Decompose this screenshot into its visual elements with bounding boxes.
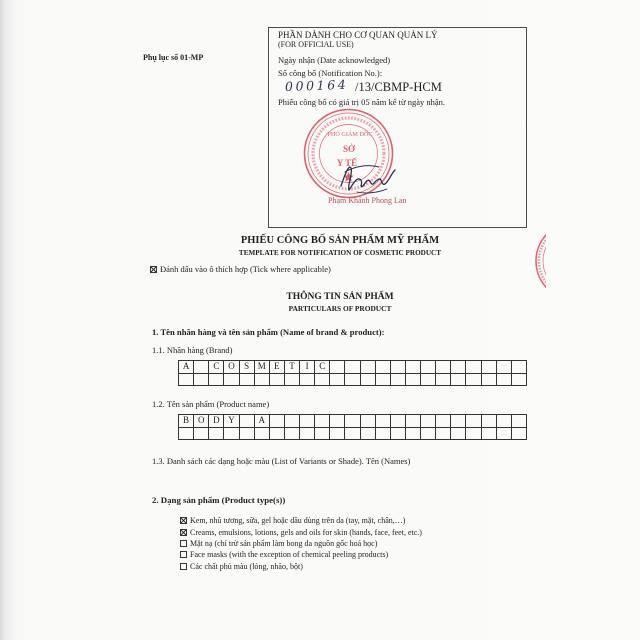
product-letter-cell xyxy=(482,428,497,441)
product-letter-cell xyxy=(421,415,436,428)
brand-letter-cell: C xyxy=(209,361,224,374)
product-letter-cell xyxy=(361,415,376,428)
product-letter-cell xyxy=(406,415,421,428)
official-use-box xyxy=(268,27,527,228)
product-letter-cell xyxy=(330,415,345,428)
stamp-center-text: Y TẾ xyxy=(336,158,358,168)
brand-letter-cell: C xyxy=(315,361,330,374)
product-letter-cell xyxy=(255,428,270,441)
brand-letter-cell xyxy=(497,374,512,387)
product-letter-cell: Y xyxy=(224,415,239,428)
brand-letter-cell xyxy=(512,374,527,387)
empty-box-icon xyxy=(180,563,187,570)
signature xyxy=(335,156,399,198)
product-name-grid xyxy=(178,414,527,440)
product-letter-cell: D xyxy=(209,415,224,428)
product-letter-cell xyxy=(436,428,451,441)
brand-letter-cell: A xyxy=(179,361,194,374)
official-box-subtitle: (FOR OFFICIAL USE) xyxy=(278,40,354,49)
product-letter-cell xyxy=(300,428,315,441)
validity-note: Phiếu công bố có giá trị 05 năm kể từ ngày nhận. xyxy=(278,97,446,107)
brand-letter-cell xyxy=(376,374,391,387)
section-info-title: THÔNG TIN SẢN PHẨM xyxy=(286,292,394,302)
brand-label: 1.1. Nhãn hàng (Brand) xyxy=(152,345,233,355)
product-type-option xyxy=(180,515,422,526)
product-letter-cell xyxy=(466,428,481,441)
brand-letter-cell xyxy=(391,374,406,387)
product-type-option xyxy=(180,538,422,549)
brand-letter-cell xyxy=(451,374,466,387)
tick-instruction-text: Đánh dấu vào ô thích hợp (Tick where applicable) xyxy=(160,264,331,274)
variants-label: 1.3. Danh sách các dạng hoặc màu (List of Variants or Shade). Tên (Names) xyxy=(152,456,411,466)
product-letter-cell: A xyxy=(255,415,270,428)
official-box-title: PHẦN DÀNH CHO CƠ QUAN QUẢN LÝ xyxy=(278,30,438,40)
date-acknowledged-label: Ngày nhận (Date acknowledged) xyxy=(278,55,391,65)
product-letter-cell xyxy=(270,415,285,428)
product-letter-cell: B xyxy=(179,415,194,428)
brand-letter-cell xyxy=(436,361,451,374)
product-letter-cell xyxy=(224,428,239,441)
product-type-list xyxy=(180,515,422,572)
brand-letter-cell xyxy=(421,361,436,374)
brand-letter-cell xyxy=(315,374,330,387)
section1-title: 1. Tên nhãn hàng và tên sản phẩm (Name of brand & product): xyxy=(152,327,385,337)
product-type-text: Các chất phủ màu (lỏng, nhão, bột) xyxy=(190,561,303,571)
product-letter-cell xyxy=(391,415,406,428)
product-letter-cell xyxy=(285,428,300,441)
product-letter-cell xyxy=(512,428,527,441)
handwritten-notification-number: 000164 xyxy=(284,76,349,94)
brand-letter-cell xyxy=(482,374,497,387)
product-letter-cell xyxy=(345,428,360,441)
brand-letter-cell xyxy=(391,361,406,374)
brand-letter-cell xyxy=(361,361,376,374)
brand-letter-cell xyxy=(361,374,376,387)
product-letter-cell xyxy=(482,415,497,428)
notification-number-suffix: /13/CBMP-HCM xyxy=(355,80,442,94)
product-letter-cell xyxy=(194,428,209,441)
product-letter-cell xyxy=(315,428,330,441)
empty-box-icon xyxy=(180,551,187,558)
form-title: PHIẾU CÔNG BỐ SẢN PHẨM MỸ PHẨM xyxy=(240,235,440,246)
appendix-label: Phụ lục số 01-MP xyxy=(143,53,204,62)
brand-letter-cell xyxy=(376,361,391,374)
product-type-option xyxy=(180,549,422,560)
product-letter-cell xyxy=(270,428,285,441)
form-title-en: TEMPLATE FOR NOTIFICATION OF COSMETIC PRODUCT xyxy=(238,249,442,257)
product-type-option xyxy=(180,526,422,537)
brand-letter-cell xyxy=(194,374,209,387)
product-letter-cell xyxy=(330,428,345,441)
product-letter-cell xyxy=(179,428,194,441)
product-letter-cell xyxy=(345,415,360,428)
product-letter-cell xyxy=(406,428,421,441)
brand-letter-cell xyxy=(421,374,436,387)
product-letter-cell xyxy=(361,428,376,441)
product-letter-cell xyxy=(451,415,466,428)
brand-letter-cell xyxy=(466,374,481,387)
product-letter-cell xyxy=(436,415,451,428)
notification-number-label: Số công bố (Notification No.): xyxy=(278,68,383,78)
brand-letter-cell: T xyxy=(285,361,300,374)
product-letter-cell xyxy=(300,415,315,428)
brand-letter-cell xyxy=(345,361,360,374)
brand-letter-cell xyxy=(466,361,481,374)
product-type-option xyxy=(180,561,422,572)
product-letter-cell xyxy=(451,428,466,441)
brand-letter-cell: E xyxy=(270,361,285,374)
brand-letter-cell xyxy=(451,361,466,374)
checked-box-icon xyxy=(150,266,157,273)
checked-box-icon xyxy=(180,529,187,536)
brand-letter-cell xyxy=(179,374,194,387)
brand-letter-cell xyxy=(270,374,285,387)
brand-letter-cell xyxy=(406,374,421,387)
product-letter-cell xyxy=(315,415,330,428)
signer-name: Phạm Khánh Phong Lan xyxy=(328,196,407,205)
brand-letter-cell xyxy=(194,361,209,374)
product-name-label: 1.2. Tên sản phẩm (Product name) xyxy=(152,399,270,409)
brand-letter-grid xyxy=(178,360,527,386)
brand-letter-cell xyxy=(224,374,239,387)
brand-letter-cell: S xyxy=(240,361,255,374)
brand-letter-cell: M xyxy=(255,361,270,374)
product-letter-cell xyxy=(209,428,224,441)
brand-letter-cell xyxy=(285,374,300,387)
empty-box-icon xyxy=(180,540,187,547)
product-type-text: Creams, emulsions, lotions, gels and oils for skin (hands, face, feet, etc.) xyxy=(190,527,422,537)
brand-letter-cell xyxy=(512,361,527,374)
tick-instruction xyxy=(150,264,331,274)
brand-letter-cell xyxy=(482,361,497,374)
product-letter-cell xyxy=(466,415,481,428)
product-letter-cell: O xyxy=(194,415,209,428)
product-type-text: Mặt nạ (chỉ trừ sản phẩm làm bong da nguồn gốc hoá học) xyxy=(190,538,378,548)
brand-letter-cell xyxy=(330,374,345,387)
brand-letter-cell xyxy=(255,374,270,387)
brand-letter-cell: O xyxy=(224,361,239,374)
stamp-center-text: SỞ xyxy=(342,144,356,154)
product-type-text: Kem, nhũ tương, sữa, gel hoặc dầu dùng trên da (tay, mặt, chân,…) xyxy=(190,516,406,526)
product-letter-cell xyxy=(376,428,391,441)
product-letter-cell xyxy=(285,415,300,428)
brand-letter-cell xyxy=(406,361,421,374)
brand-letter-cell xyxy=(497,361,512,374)
product-letter-cell xyxy=(376,415,391,428)
product-letter-cell xyxy=(512,415,527,428)
brand-letter-cell xyxy=(240,374,255,387)
section-info-title-en: PARTICULARS OF PRODUCT xyxy=(288,304,392,313)
stamp-title-text: PHÓ GIÁM ĐỐC xyxy=(327,131,373,138)
product-letter-cell xyxy=(497,415,512,428)
brand-letter-cell xyxy=(345,374,360,387)
brand-letter-cell xyxy=(300,374,315,387)
brand-letter-cell xyxy=(209,374,224,387)
brand-letter-cell xyxy=(436,374,451,387)
product-letter-cell xyxy=(240,428,255,441)
brand-letter-cell: I xyxy=(300,361,315,374)
product-type-text: Face masks (with the exception of chemical peeling products) xyxy=(190,550,389,560)
product-letter-cell xyxy=(421,428,436,441)
product-letter-cell xyxy=(497,428,512,441)
section2-title: 2. Dạng sản phẩm (Product type(s)) xyxy=(152,495,286,505)
product-letter-cell xyxy=(240,415,255,428)
product-letter-cell xyxy=(391,428,406,441)
checked-box-icon xyxy=(180,517,187,524)
brand-letter-cell xyxy=(330,361,345,374)
